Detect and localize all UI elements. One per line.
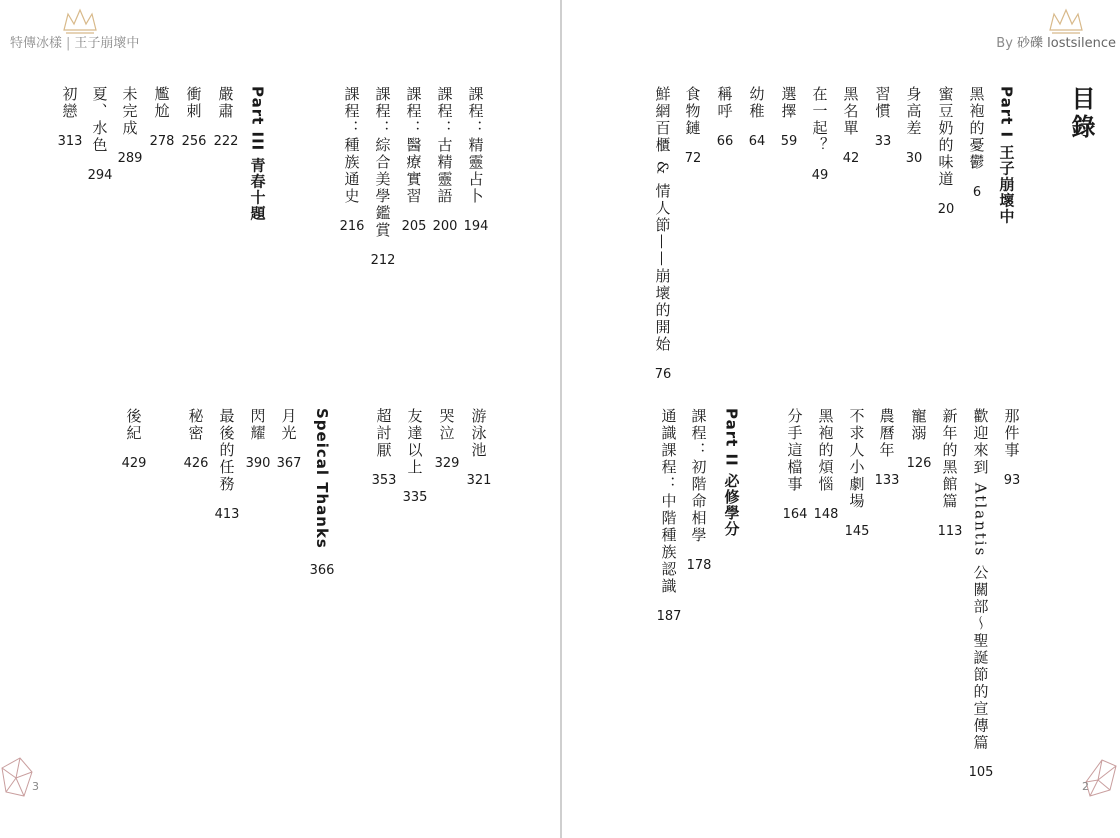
toc-entry[interactable]	[876, 408, 898, 488]
toc-entry-page-number: 66	[716, 134, 734, 149]
toc-entry-page-number: 278	[149, 134, 175, 149]
toc-entry[interactable]	[185, 408, 207, 471]
toc-entry-page-number: 126	[906, 456, 932, 471]
toc-entry-title: 衝刺	[184, 86, 203, 120]
toc-entry-title: 課程：初階命相學	[689, 408, 708, 544]
running-header	[996, 32, 1116, 51]
toc-entry-page-number: 33	[874, 134, 892, 149]
toc-entry-title: 習慣	[873, 86, 892, 120]
toc-entry-page-number: 49	[811, 168, 829, 183]
toc-section-heading[interactable]	[721, 408, 743, 537]
toc-entry[interactable]	[123, 408, 145, 471]
toc-entry-page-number: 113	[937, 524, 963, 539]
toc-entry-page-number: 294	[87, 168, 113, 183]
toc-entry[interactable]	[468, 408, 490, 488]
toc-entry-title: 課程：綜合美學鑑賞	[373, 86, 392, 239]
running-header	[10, 32, 139, 51]
toc-entry-title: 超討厭	[374, 408, 393, 459]
toc-entry-title: 幼稚	[747, 86, 766, 120]
section-heading-text: Part III 青春十題	[248, 86, 267, 222]
toc-entry[interactable]	[216, 408, 238, 522]
gem-icon	[1084, 756, 1118, 800]
toc-entry[interactable]	[247, 408, 269, 471]
toc-entry-page-number: 367	[276, 456, 302, 471]
toc-entry-title: 最後的任務	[217, 408, 236, 493]
toc-entry-title: 黑袍的憂鬱	[967, 86, 986, 171]
toc-entry-title: 農曆年	[877, 408, 896, 459]
toc-title: 目錄	[1067, 86, 1096, 142]
toc-entry-title: 黑名單	[841, 86, 860, 137]
toc-entry-page-number: 335	[402, 490, 428, 505]
toc-entry[interactable]	[908, 408, 930, 471]
toc-entry-title: 寵溺	[909, 408, 928, 442]
toc-entry-page-number: 329	[434, 456, 460, 471]
toc-section-heading[interactable]	[247, 86, 269, 221]
toc-entry-title: 課程：種族通史	[342, 86, 361, 205]
toc-entry[interactable]	[939, 408, 961, 539]
toc-entry-page-number: 390	[245, 456, 271, 471]
right-page	[562, 0, 1120, 838]
toc-entry-page-number: 289	[117, 151, 143, 166]
toc-entry[interactable]	[746, 86, 768, 149]
toc-entry-title: 黑袍的煩惱	[816, 408, 835, 493]
page-number: 3	[32, 780, 39, 793]
toc-entry-title: 閃耀	[248, 408, 267, 442]
header-subtitle: 王子崩壞中	[74, 36, 140, 51]
toc-entry[interactable]	[778, 86, 800, 149]
toc-entry-title: 在一起？	[810, 86, 829, 154]
toc-entry[interactable]	[840, 86, 862, 166]
toc-entry[interactable]	[872, 86, 894, 149]
toc-entry-page-number: 212	[370, 253, 396, 268]
toc-entry[interactable]	[784, 408, 806, 522]
toc-entry-page-number: 72	[684, 151, 702, 166]
section-heading-text: Part II 必修學分	[722, 408, 741, 537]
toc-entry-page-number: 321	[466, 473, 492, 488]
toc-entry[interactable]	[970, 408, 992, 780]
toc-entry[interactable]	[815, 408, 837, 522]
toc-entry-page-number: 222	[213, 134, 239, 149]
toc-section-heading[interactable]	[311, 408, 333, 578]
toc-entry-page-number: 164	[782, 507, 808, 522]
toc-entry-title: 鮮網百櫃 & 情人節——崩壞的開始	[653, 86, 672, 353]
toc-entry[interactable]	[119, 86, 141, 166]
toc-entry-page-number: 20	[937, 202, 955, 217]
header-book-title: 特傳冰樣	[10, 36, 63, 51]
toc-entry-page-number: 366	[309, 562, 335, 578]
toc-entry-title: 選擇	[779, 86, 798, 120]
toc-entry[interactable]	[846, 408, 868, 539]
toc-entry-page-number: 256	[181, 134, 207, 149]
toc-entry[interactable]	[89, 86, 111, 183]
toc-entry-page-number: 42	[842, 151, 860, 166]
toc-entry[interactable]	[436, 408, 458, 471]
toc-entry-page-number: 313	[57, 134, 83, 149]
toc-entry[interactable]	[151, 86, 173, 149]
toc-entry[interactable]	[682, 86, 704, 166]
toc-entry-title: 嚴肅	[216, 86, 235, 120]
toc-entry-page-number: 64	[748, 134, 766, 149]
toc-entry[interactable]	[372, 86, 394, 268]
toc-entry-title: 不求人小劇場	[847, 408, 866, 510]
toc-entry-title: 課程：醫療實習	[404, 86, 423, 205]
toc-entry-title: 哭泣	[437, 408, 456, 442]
toc-entry[interactable]	[688, 408, 710, 573]
toc-entry-title: 尷尬	[152, 86, 171, 120]
toc-entry-title: 後紀	[124, 408, 143, 442]
header-separator: |	[66, 36, 71, 51]
toc-entry-title: 身高差	[904, 86, 923, 137]
toc-entry[interactable]	[465, 86, 487, 234]
toc-entry[interactable]	[966, 86, 988, 200]
toc-entry-page-number: 353	[371, 473, 397, 488]
toc-entry[interactable]	[341, 86, 363, 234]
toc-entry[interactable]	[903, 86, 925, 166]
toc-entry[interactable]	[59, 86, 81, 149]
header-by: By	[996, 36, 1013, 51]
toc-entry-page-number: 178	[686, 558, 712, 573]
toc-entry-title: 分手這檔事	[785, 408, 804, 493]
toc-entry[interactable]	[434, 86, 456, 234]
toc-entry[interactable]	[652, 86, 674, 382]
toc-entry-title: 游泳池	[469, 408, 488, 459]
toc-entry-page-number: 105	[968, 765, 994, 781]
toc-entry-title: 友達以上	[405, 408, 424, 476]
toc-entry-page-number: 93	[1003, 473, 1021, 488]
toc-entry[interactable]	[1001, 408, 1023, 488]
toc-entry-title: 通識課程：中階種族認識	[659, 408, 678, 595]
toc-entry-page-number: 133	[874, 473, 900, 488]
toc-entry[interactable]	[403, 86, 425, 234]
toc-entry[interactable]	[278, 408, 300, 471]
toc-entry[interactable]	[404, 408, 426, 505]
toc-entry[interactable]	[714, 86, 736, 149]
toc-entry[interactable]	[809, 86, 831, 183]
toc-entry-page-number: 148	[813, 507, 839, 522]
page-number: 2	[1082, 780, 1089, 793]
toc-entry-title: 秘密	[186, 408, 205, 442]
toc-entry-title: 課程：古精靈語	[435, 86, 454, 205]
toc-entry-page-number: 145	[844, 524, 870, 539]
toc-entry-page-number: 76	[654, 366, 672, 382]
section-heading-text: Speical Thanks	[313, 408, 331, 549]
toc-section-heading[interactable]	[996, 86, 1018, 224]
toc-entry[interactable]	[215, 86, 237, 149]
toc-entry-title: 那件事	[1002, 408, 1021, 459]
toc-entry[interactable]	[373, 408, 395, 488]
toc-entry-title: 蜜豆奶的味道	[936, 86, 955, 188]
toc-entry[interactable]	[935, 86, 957, 217]
toc-entry-page-number: 30	[905, 151, 923, 166]
toc-entry-page-number: 413	[214, 507, 240, 522]
toc-entry-title: 未完成	[120, 86, 139, 137]
toc-entry-title: 初戀	[60, 86, 79, 120]
toc-entry-page-number: 429	[121, 456, 147, 471]
gem-icon	[0, 756, 34, 800]
toc-entry-page-number: 200	[432, 219, 458, 234]
toc-entry-title: 課程：精靈占卜	[466, 86, 485, 205]
toc-entry-page-number: 205	[401, 219, 427, 234]
toc-entry[interactable]	[658, 408, 680, 624]
toc-entry-page-number: 187	[656, 609, 682, 624]
toc-entry-page-number: 216	[339, 219, 365, 234]
section-heading-text: Part I 王子崩壞中	[997, 86, 1016, 225]
toc-entry-page-number: 426	[183, 456, 209, 471]
toc-entry-title: 歡迎來到 Atlantis 公關部～聖誕節的宣傳篇	[971, 408, 990, 752]
toc-entry[interactable]	[183, 86, 205, 149]
toc-entry-title: 夏、水色	[90, 86, 109, 154]
toc-entry-title: 月光	[279, 408, 298, 442]
toc-entry-title: 稱呼	[715, 86, 734, 120]
toc-entry-page-number: 194	[463, 219, 489, 234]
toc-entry-page-number: 6	[972, 185, 982, 200]
toc-entry-title: 食物鏈	[683, 86, 702, 137]
header-author: 砂礫 lostsilence	[1017, 36, 1116, 51]
toc-entry-title: 新年的黑館篇	[940, 408, 959, 510]
toc-entry-page-number: 59	[780, 134, 798, 149]
